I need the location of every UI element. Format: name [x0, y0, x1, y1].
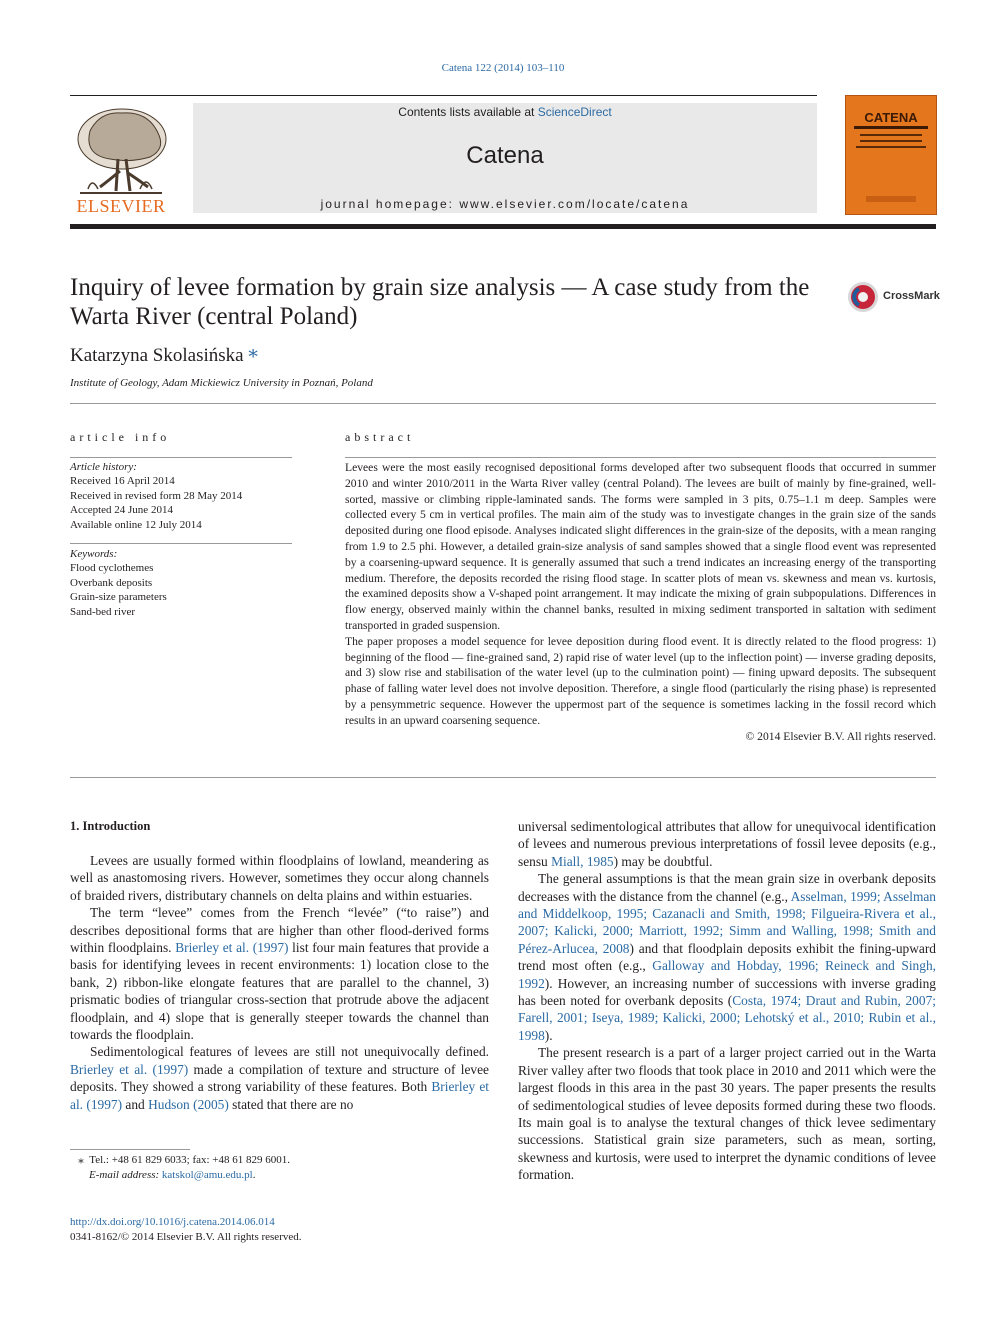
article-history [70, 460, 300, 532]
intro-paragraph-1: Levees are usually formed within floodplains of lowland, meandering as well as anastomosing rivers. However, sometimes they occur along channels of braided rivers, distributary channels on delta plains and within estuaries. [70, 853, 489, 903]
footnote-tel: Tel.: +48 61 829 6033; fax: +48 61 829 6001. [89, 1154, 291, 1166]
reference-link[interactable]: Asselman, 1999; Asselman and Middelkoop, 1995; Cazanacli and Smith, 1998; Filgueira-Rivera et al., 2007; Kalicki, 2000; Marriott, 1992; Simm and Walling, 1998; Smith and Pérez-Arlucea, 2008 [518, 888, 936, 956]
keywords-rule [70, 543, 292, 544]
keywords [70, 547, 300, 619]
reference-link[interactable]: Galloway and Hobday, 1996; Reineck and Singh, 1992 [518, 958, 936, 991]
intro-paragraph-3 [70, 1043, 489, 1113]
journal-name: Catena [466, 142, 544, 169]
intro-paragraph-2 [70, 904, 489, 1043]
history-label: Article history: [70, 461, 137, 473]
cover-title: CATENA [864, 110, 918, 125]
journal-citation[interactable]: Catena 122 (2014) 103–110 [441, 62, 565, 74]
author-footnote [70, 1153, 490, 1183]
keyword-item: Flood cyclothemes [70, 562, 154, 575]
history-revised: Received in revised form 28 May 2014 [70, 489, 243, 502]
text-run: and [122, 1096, 149, 1112]
text-run: The term “levee” comes from the French “levée” (“to raise”) and describes depositional forms that are higher than other flood-derived forms within floodplains. [70, 905, 489, 956]
article-info-rule [70, 457, 292, 458]
history-accepted: Accepted 24 June 2014 [70, 504, 173, 517]
abstract-rule [345, 457, 936, 458]
article-info-heading: article info [70, 430, 171, 444]
elsevier-wordmark: ELSEVIER [76, 196, 166, 216]
reference-link[interactable]: Miall, 1985 [551, 853, 614, 869]
homepage-prefix: journal homepage: [320, 197, 460, 211]
reference-link[interactable]: Hudson (2005) [148, 1096, 229, 1112]
text-run: ) may be doubtful. [613, 853, 713, 869]
text-run: made a compilation of texture and structure of levee deposits. They showed a strong variability of these features. Both [70, 1061, 489, 1095]
intro-paragraph-3-continued [518, 818, 936, 870]
text-run: list four main features that provide a basis for identifying levees in recent environments: 1) location close to the bank, 2) ribbon-like elongate features that are parallel to the channel, 3) prismatic bodies of triangular cross-section that protrude above the adjacent floodplain, and 4) slope that is generally steeper towards the channel than towards the floodplain. [70, 940, 489, 1043]
author-line [70, 341, 258, 367]
text-run: universal sedimentological attributes that allow for unequivocal identification of levees and numerous previous interpretations of fossil levee deposits (e.g., sensu [518, 819, 936, 869]
text-run: The general assumptions is that the mean grain size in overbank deposits decreases with the distance from the channel (e.g., [518, 871, 936, 904]
history-online: Available online 12 July 2014 [70, 518, 202, 531]
issn-line: 0341-8162/© 2014 Elsevier B.V. All rights reserved. [70, 1231, 302, 1243]
email-suffix: . [252, 1169, 256, 1181]
crossmark-label[interactable]: CrossMark [883, 290, 940, 302]
reference-link[interactable]: Brierley et al. (1997) [175, 940, 289, 956]
author-name: Katarzyna Skolasińska [70, 345, 244, 366]
abstract-paragraph-2: The paper proposes a model sequence for levee deposition during flood event. It is directly related to the flood progress: 1) beginning of the flood — fine-grained sand, 2) rapid rise of water level (up to the inflection point) — inverse grading deposits, and 3) slow rise and stabilisation of the water level (up to the culmination point) — fining upward deposits. The subsequent phase of falling water level does not involve deposition. Therefore, a single flood (particularly the rising phase) is represented by a pensymmetric sequence. However the uppermost part of the sequence is sometimes lacking in the fossil record which results in an upward coarsening sequence. [345, 634, 936, 727]
abstract-paragraph-1: Levees were the most easily recognised depositional forms developed after two subsequent floods that occurred in summer 2010 and winter 2010/2011 in the Warta River valley (central Poland). The levees are built of mainly by fine-grained, well-sorted, massive or climbing ripple-laminated sands. The forms were sampled in 3 pits, 0.75–1.1 m deep. Samples were collected every 5 cm in vertical profiles. The main aim of the study was to investigate changes in the grain size of the sands deposited during one flood episode. Analyses indicated slight differences in the grain-size of the deposits, with a mean ranging from 1.9 to 2.5 phi. However, a detailed grain-size analysis of sand samples showed that a single flood event was represented by a coarsening-upward sequence. It is generally assumed that such a trend indicates an increasing energy of the transporting medium. Therefore, the deposits recorded the rising flood stage. In scatter plots of mean vs. skewness and mean vs. kurtosis, the examined deposits show a V-shaped point arrangement. It may indicate the mixing of grain subpopulations. Differences in flow energy, observed mainly within the channel banks, resulted in mixing sediment transported in saltation with sediment transported in graded suspension. [345, 461, 936, 632]
abstract-copyright: © 2014 Elsevier B.V. All rights reserved. [745, 729, 936, 743]
text-run: ). However, an increasing number of successions with inverse grading has been noted for overbank deposits ( [518, 975, 936, 1009]
affiliation-rule [70, 403, 936, 404]
text-run: ) and that floodplain deposits exhibit the fining-upward trend most often (e.g., [518, 940, 936, 974]
abstract-heading: abstract [345, 430, 415, 444]
text-run: stated that there are no [228, 1096, 354, 1112]
abstract-body [345, 460, 936, 744]
body-column-right [518, 818, 936, 1184]
text-run: ). [544, 1027, 553, 1043]
affiliation: Institute of Geology, Adam Mickiewicz University in Poznań, Poland [70, 377, 373, 389]
email-link[interactable]: katskol@amu.edu.pl [161, 1169, 253, 1181]
keyword-item: Overbank deposits [70, 576, 153, 589]
doi-block [70, 1215, 302, 1245]
footnote-rule [70, 1149, 190, 1150]
header-thick-rule [70, 224, 936, 229]
keyword-item: Grain-size parameters [70, 591, 167, 604]
text-run: Sedimentological features of levees are still not unequivocally defined. [90, 1044, 489, 1060]
intro-paragraph-5: The present research is a part of a larger project carried out in the Warta River valley after two floods that took place in 2010 and 2011 which were the largest floods in this area in the past 30 years. The paper presents the results of sedimentological studies of levee deposits formed during these two floods. Its main goal is to analyse the textural changes of thick levee sedimentary successions. Statistical grain size parameters, such as mean, sorting, skewness and kurtosis, were used to interpret the dynamic conditions of levee formation. [518, 1045, 936, 1183]
contents-prefix: Contents lists available at [398, 105, 538, 119]
reference-link[interactable]: Costa, 1974; Draut and Rubin, 2007; Farell, 2001; Iseya, 1989; Kalicki, 2000; Lehotský et al., 2010; Rubin et al., 1998 [518, 993, 936, 1043]
introduction-heading: 1. Introduction [70, 819, 151, 833]
intro-paragraph-4 [518, 870, 936, 1044]
footnote-mark: ⁎ [78, 1154, 84, 1166]
reference-link[interactable]: Brierley et al. (1997) [70, 1061, 189, 1077]
abstract-end-rule [70, 777, 936, 778]
article-title: Inquiry of levee formation by grain size analysis — A case study from the Warta River (central Poland) [70, 274, 810, 330]
reference-link[interactable]: Brierley et al. (1997) [70, 1079, 489, 1112]
keyword-item: Sand-bed river [70, 605, 136, 618]
history-received: Received 16 April 2014 [70, 475, 175, 488]
contents-line [193, 105, 817, 119]
journal-homepage [193, 197, 817, 211]
author-footnote-mark[interactable]: ⁎ [248, 341, 258, 362]
keywords-label: Keywords: [70, 548, 118, 560]
homepage-url[interactable]: www.elsevier.com/locate/catena [459, 197, 690, 211]
body-column-left [70, 852, 489, 1113]
header-top-rule [70, 95, 817, 96]
email-label: E-mail address: [89, 1169, 162, 1181]
sciencedirect-link[interactable]: ScienceDirect [537, 105, 612, 119]
doi-link[interactable]: http://dx.doi.org/10.1016/j.catena.2014.06.014 [70, 1216, 275, 1228]
